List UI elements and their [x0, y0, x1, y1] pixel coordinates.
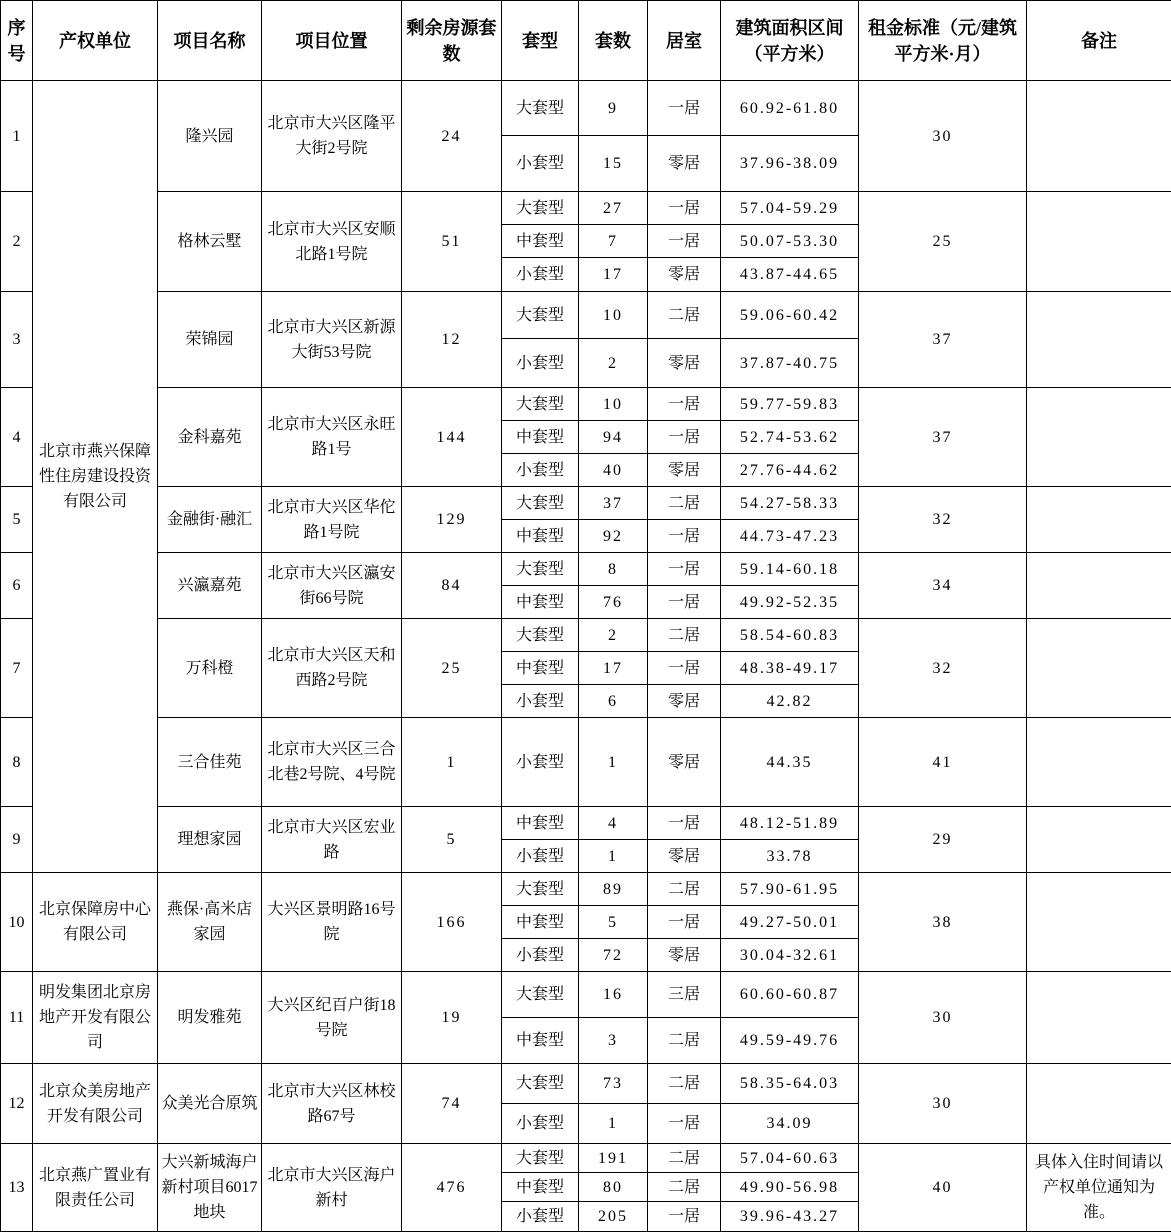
- rent-standard: 41: [859, 718, 1027, 807]
- table-row: [1, 807, 1171, 840]
- unit-area: 57.04-60.63: [721, 1144, 859, 1173]
- unit-area: 27.76-44.62: [721, 454, 859, 487]
- table-row: [1, 972, 1171, 1018]
- unit-count: 89: [579, 873, 648, 906]
- unit-rooms: 零居: [648, 258, 721, 292]
- unit-rooms: 二居: [648, 1064, 721, 1104]
- unit-area: 37.96-38.09: [721, 136, 859, 192]
- project-location: 北京市大兴区隆平大街2号院: [262, 81, 402, 192]
- unit-area: 33.78: [721, 840, 859, 873]
- remaining-units: 24: [402, 81, 502, 192]
- unit-rooms: 零居: [648, 136, 721, 192]
- header-row: [1, 1, 1171, 81]
- rent-standard: 29: [859, 807, 1027, 873]
- project-name: 三合佳苑: [158, 718, 262, 807]
- unit-type: 大套型: [502, 81, 579, 136]
- unit-area: 30.04-32.61: [721, 939, 859, 972]
- table-row: [1, 619, 1171, 652]
- project-name: 众美光合原筑: [158, 1064, 262, 1144]
- unit-count: 2: [579, 619, 648, 652]
- unit-type: 大套型: [502, 1144, 579, 1173]
- unit-count: 73: [579, 1064, 648, 1104]
- unit-area: 52.74-53.62: [721, 421, 859, 454]
- unit-count: 1: [579, 1104, 648, 1144]
- unit-area: 34.09: [721, 1104, 859, 1144]
- row-number: 1: [1, 81, 33, 192]
- remaining-units: 129: [402, 487, 502, 553]
- unit-type: 中套型: [502, 1018, 579, 1064]
- unit-type: 中套型: [502, 421, 579, 454]
- row-number: 13: [1, 1144, 33, 1232]
- unit-area: 44.73-47.23: [721, 520, 859, 553]
- unit-area: 59.77-59.83: [721, 388, 859, 421]
- unit-count: 17: [579, 258, 648, 292]
- unit-rooms: 零居: [648, 339, 721, 388]
- unit-rooms: 一居: [648, 1104, 721, 1144]
- unit-rooms: 三居: [648, 972, 721, 1018]
- unit-rooms: 零居: [648, 454, 721, 487]
- unit-type: 小套型: [502, 136, 579, 192]
- unit-count: 92: [579, 520, 648, 553]
- unit-rooms: 一居: [648, 652, 721, 685]
- row-number: 3: [1, 292, 33, 388]
- unit-type: 中套型: [502, 807, 579, 840]
- unit-count: 5: [579, 906, 648, 939]
- remark: [1027, 292, 1171, 388]
- remark: [1027, 1064, 1171, 1144]
- remaining-units: 166: [402, 873, 502, 972]
- unit-type: 大套型: [502, 388, 579, 421]
- remaining-units: 25: [402, 619, 502, 718]
- unit-rooms: 一居: [648, 586, 721, 619]
- remaining-units: 5: [402, 807, 502, 873]
- project-location: 北京市大兴区海户新村: [262, 1144, 402, 1232]
- unit-count: 9: [579, 81, 648, 136]
- header-col-project: 项目名称: [158, 1, 262, 81]
- remaining-units: 144: [402, 388, 502, 487]
- unit-rooms: 一居: [648, 192, 721, 225]
- project-name: 万科橙: [158, 619, 262, 718]
- unit-count: 15: [579, 136, 648, 192]
- unit-rooms: 二居: [648, 1144, 721, 1173]
- unit-area: 58.54-60.83: [721, 619, 859, 652]
- project-name: 格林云墅: [158, 192, 262, 292]
- unit-rooms: 二居: [648, 1173, 721, 1202]
- table-row: [1, 1064, 1171, 1104]
- project-name: 大兴新城海户新村项目6017地块: [158, 1144, 262, 1232]
- remaining-units: 74: [402, 1064, 502, 1144]
- unit-count: 191: [579, 1144, 648, 1173]
- unit-count: 2: [579, 339, 648, 388]
- rent-standard: 40: [859, 1144, 1027, 1232]
- unit-count: 1: [579, 840, 648, 873]
- unit-rooms: 一居: [648, 388, 721, 421]
- header-col-remark: 备注: [1027, 1, 1171, 81]
- unit-area: 37.87-40.75: [721, 339, 859, 388]
- unit-type: 中套型: [502, 225, 579, 258]
- unit-area: 48.12-51.89: [721, 807, 859, 840]
- remark: [1027, 388, 1171, 487]
- table-row: [1, 192, 1171, 225]
- unit-type: 中套型: [502, 1173, 579, 1202]
- project-location: 北京市大兴区瀛安街66号院: [262, 553, 402, 619]
- unit-rooms: 零居: [648, 685, 721, 718]
- remaining-units: 84: [402, 553, 502, 619]
- rent-standard: 30: [859, 972, 1027, 1064]
- unit-count: 205: [579, 1202, 648, 1232]
- table-row: [1, 1144, 1171, 1173]
- owner-name: 北京市燕兴保障性住房建设投资有限公司: [33, 81, 158, 873]
- unit-count: 6: [579, 685, 648, 718]
- unit-count: 10: [579, 388, 648, 421]
- remark: [1027, 718, 1171, 807]
- owner-name: 北京燕广置业有限责任公司: [33, 1144, 158, 1232]
- remaining-units: 51: [402, 192, 502, 292]
- unit-area: 59.14-60.18: [721, 553, 859, 586]
- remark: [1027, 81, 1171, 192]
- unit-type: 小套型: [502, 685, 579, 718]
- unit-type: 中套型: [502, 586, 579, 619]
- rent-standard: 37: [859, 292, 1027, 388]
- project-name: 隆兴园: [158, 81, 262, 192]
- unit-rooms: 二居: [648, 487, 721, 520]
- project-name: 理想家园: [158, 807, 262, 873]
- unit-area: 43.87-44.65: [721, 258, 859, 292]
- unit-area: 59.06-60.42: [721, 292, 859, 339]
- header-col-type: 套型: [502, 1, 579, 81]
- project-name: 金融街·融汇: [158, 487, 262, 553]
- row-number: 9: [1, 807, 33, 873]
- header-col-no: 序号: [1, 1, 33, 81]
- header-col-location: 项目位置: [262, 1, 402, 81]
- remaining-units: 19: [402, 972, 502, 1064]
- unit-rooms: 二居: [648, 1018, 721, 1064]
- remark: 具体入住时间请以产权单位通知为准。: [1027, 1144, 1171, 1232]
- unit-type: 大套型: [502, 619, 579, 652]
- remark: [1027, 972, 1171, 1064]
- unit-count: 27: [579, 192, 648, 225]
- table-row: [1, 487, 1171, 520]
- rent-standard: 32: [859, 619, 1027, 718]
- unit-area: 57.04-59.29: [721, 192, 859, 225]
- project-name: 金科嘉苑: [158, 388, 262, 487]
- remaining-units: 476: [402, 1144, 502, 1232]
- project-name: 荣锦园: [158, 292, 262, 388]
- unit-area: 48.38-49.17: [721, 652, 859, 685]
- unit-area: 44.35: [721, 718, 859, 807]
- project-location: 北京市大兴区天和西路2号院: [262, 619, 402, 718]
- project-name: 兴瀛嘉苑: [158, 553, 262, 619]
- row-number: 12: [1, 1064, 33, 1144]
- row-number: 7: [1, 619, 33, 718]
- unit-type: 大套型: [502, 553, 579, 586]
- unit-count: 37: [579, 487, 648, 520]
- unit-type: 小套型: [502, 1202, 579, 1232]
- unit-type: 大套型: [502, 1064, 579, 1104]
- row-number: 4: [1, 388, 33, 487]
- row-number: 5: [1, 487, 33, 553]
- rent-standard: 37: [859, 388, 1027, 487]
- project-location: 大兴区景明路16号院: [262, 873, 402, 972]
- project-location: 北京市大兴区安顺北路1号院: [262, 192, 402, 292]
- row-number: 2: [1, 192, 33, 292]
- unit-rooms: 一居: [648, 553, 721, 586]
- unit-type: 小套型: [502, 840, 579, 873]
- unit-area: 58.35-64.03: [721, 1064, 859, 1104]
- unit-area: 42.82: [721, 685, 859, 718]
- unit-area: 54.27-58.33: [721, 487, 859, 520]
- unit-count: 3: [579, 1018, 648, 1064]
- project-location: 大兴区纪百户街18号院: [262, 972, 402, 1064]
- unit-area: 60.60-60.87: [721, 972, 859, 1018]
- table-row: [1, 553, 1171, 586]
- owner-name: 明发集团北京房地产开发有限公司: [33, 972, 158, 1064]
- header-col-rent: 租金标准（元/建筑平方米·月）: [859, 1, 1027, 81]
- header-col-remaining: 剩余房源套数: [402, 1, 502, 81]
- rent-standard: 30: [859, 81, 1027, 192]
- owner-name: 北京保障房中心有限公司: [33, 873, 158, 972]
- remaining-units: 12: [402, 292, 502, 388]
- unit-count: 4: [579, 807, 648, 840]
- unit-rooms: 二居: [648, 292, 721, 339]
- remark: [1027, 619, 1171, 718]
- remark: [1027, 553, 1171, 619]
- project-location: 北京市大兴区三合北巷2号院、4号院: [262, 718, 402, 807]
- unit-rooms: 一居: [648, 225, 721, 258]
- unit-type: 小套型: [502, 258, 579, 292]
- unit-count: 72: [579, 939, 648, 972]
- unit-rooms: 一居: [648, 520, 721, 553]
- rent-standard: 30: [859, 1064, 1027, 1144]
- unit-area: 49.27-50.01: [721, 906, 859, 939]
- unit-type: 大套型: [502, 972, 579, 1018]
- unit-rooms: 一居: [648, 81, 721, 136]
- remark: [1027, 487, 1171, 553]
- rent-standard: 38: [859, 873, 1027, 972]
- project-location: 北京市大兴区林校路67号: [262, 1064, 402, 1144]
- unit-rooms: 零居: [648, 939, 721, 972]
- remark: [1027, 807, 1171, 873]
- unit-count: 94: [579, 421, 648, 454]
- unit-count: 80: [579, 1173, 648, 1202]
- header-col-owner: 产权单位: [33, 1, 158, 81]
- unit-rooms: 零居: [648, 718, 721, 807]
- unit-type: 中套型: [502, 520, 579, 553]
- unit-type: 大套型: [502, 487, 579, 520]
- project-name: 明发雅苑: [158, 972, 262, 1064]
- unit-count: 10: [579, 292, 648, 339]
- unit-type: 小套型: [502, 939, 579, 972]
- unit-area: 50.07-53.30: [721, 225, 859, 258]
- project-name: 燕保·高米店家园: [158, 873, 262, 972]
- unit-type: 大套型: [502, 873, 579, 906]
- unit-type: 小套型: [502, 339, 579, 388]
- unit-count: 40: [579, 454, 648, 487]
- unit-rooms: 二居: [648, 619, 721, 652]
- unit-type: 大套型: [502, 292, 579, 339]
- unit-rooms: 一居: [648, 421, 721, 454]
- unit-area: 57.90-61.95: [721, 873, 859, 906]
- owner-name: 北京众美房地产开发有限公司: [33, 1064, 158, 1144]
- unit-count: 76: [579, 586, 648, 619]
- unit-count: 8: [579, 553, 648, 586]
- unit-area: 49.90-56.98: [721, 1173, 859, 1202]
- unit-area: 49.59-49.76: [721, 1018, 859, 1064]
- unit-area: 60.92-61.80: [721, 81, 859, 136]
- unit-count: 16: [579, 972, 648, 1018]
- unit-count: 1: [579, 718, 648, 807]
- row-number: 6: [1, 553, 33, 619]
- project-location: 北京市大兴区宏业路: [262, 807, 402, 873]
- row-number: 11: [1, 972, 33, 1064]
- unit-type: 小套型: [502, 1104, 579, 1144]
- remaining-units: 1: [402, 718, 502, 807]
- row-number: 10: [1, 873, 33, 972]
- unit-count: 7: [579, 225, 648, 258]
- unit-rooms: 一居: [648, 1202, 721, 1232]
- unit-rooms: 零居: [648, 840, 721, 873]
- remark: [1027, 192, 1171, 292]
- project-location: 北京市大兴区华佗路1号院: [262, 487, 402, 553]
- unit-rooms: 二居: [648, 873, 721, 906]
- table-row: [1, 388, 1171, 421]
- table-row: [1, 292, 1171, 339]
- table-row: [1, 81, 1171, 136]
- table-row: [1, 718, 1171, 807]
- unit-type: 中套型: [502, 652, 579, 685]
- project-location: 北京市大兴区永旺路1号: [262, 388, 402, 487]
- unit-type: 中套型: [502, 906, 579, 939]
- rent-standard: 32: [859, 487, 1027, 553]
- header-col-rooms: 居室: [648, 1, 721, 81]
- unit-type: 小套型: [502, 454, 579, 487]
- unit-type: 大套型: [502, 192, 579, 225]
- header-col-count: 套数: [579, 1, 648, 81]
- unit-type: 小套型: [502, 718, 579, 807]
- table-row: [1, 873, 1171, 906]
- row-number: 8: [1, 718, 33, 807]
- unit-count: 17: [579, 652, 648, 685]
- rent-standard: 34: [859, 553, 1027, 619]
- unit-area: 39.96-43.27: [721, 1202, 859, 1232]
- rent-standard: 25: [859, 192, 1027, 292]
- unit-rooms: 一居: [648, 807, 721, 840]
- remark: [1027, 873, 1171, 972]
- unit-area: 49.92-52.35: [721, 586, 859, 619]
- project-location: 北京市大兴区新源大街53号院: [262, 292, 402, 388]
- header-col-area: 建筑面积区间（平方米）: [721, 1, 859, 81]
- unit-rooms: 一居: [648, 906, 721, 939]
